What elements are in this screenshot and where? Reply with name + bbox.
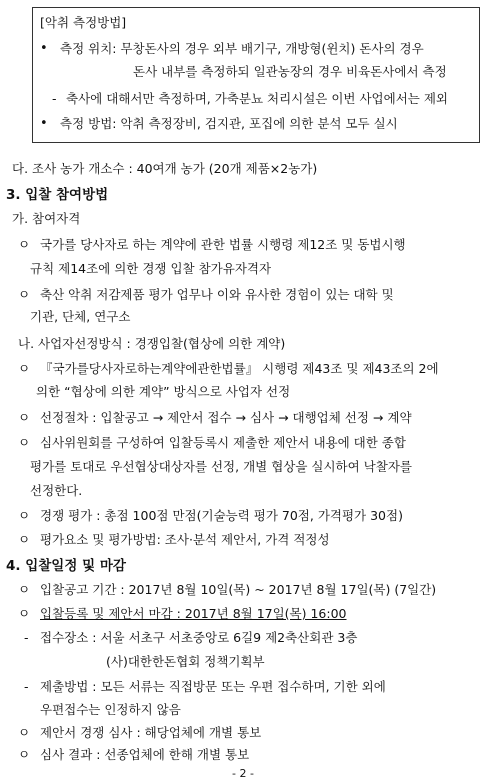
section-4-title: 4. 입찰일정 및 마감 xyxy=(6,558,126,574)
box-title: [악취 측정방법] xyxy=(40,15,127,30)
dash-icon: - xyxy=(24,679,29,694)
list-item-line: 제안서 경쟁 심사 : 해당업체에 개별 통보 xyxy=(40,725,262,740)
dash-icon: - xyxy=(24,630,29,645)
list-item-line: (사)대한한돈협회 정책기획부 xyxy=(106,654,265,669)
circle-bullet-icon: ㅇ xyxy=(18,237,31,252)
section-3-title: 3. 입찰 참여방법 xyxy=(6,187,109,203)
list-item-line: 우편접수는 인정하지 않음 xyxy=(40,702,181,717)
box-item-line: 측정 위치: 무창돈사의 경우 외부 배기구, 개방형(윈치) 돈사의 경우 xyxy=(60,41,424,56)
circle-bullet-icon: ㅇ xyxy=(18,287,31,302)
list-item-line: 기관, 단체, 연구소 xyxy=(30,309,131,324)
section-da: 다. 조사 농가 개소수 : 40여개 농가 (20개 제품×2농가) xyxy=(12,161,318,176)
bullet-icon: • xyxy=(40,41,48,56)
box-item-line: 축사에 대해서만 측정하며, 가축분뇨 처리시설은 이번 사업에서는 제외 xyxy=(66,91,448,106)
circle-bullet-icon: ㅇ xyxy=(18,532,31,547)
circle-bullet-icon: ㅇ xyxy=(18,606,31,621)
subsection-ga: 가. 참여자격 xyxy=(12,211,81,226)
list-item-line: 평가요소 및 평가방법: 조사·분석 제안서, 가격 적정성 xyxy=(40,532,330,547)
circle-bullet-icon: ㅇ xyxy=(18,582,31,597)
circle-bullet-icon: ㅇ xyxy=(18,508,31,523)
list-item-line: 선정한다. xyxy=(30,483,83,498)
page-number: - 2 - xyxy=(232,767,254,780)
dash-icon: - xyxy=(52,91,57,106)
list-item-line: 제출방법 : 모든 서류는 직접방문 또는 우편 접수하며, 기한 외에 xyxy=(40,679,386,694)
box-item-line: 측정 방법: 악취 측정장비, 검지관, 포집에 의한 분석 모두 실시 xyxy=(60,116,398,131)
deadline-line: 입찰등록 및 제안서 마감 : 2017년 8월 17일(목) 16:00 xyxy=(40,606,347,621)
bullet-icon: • xyxy=(40,116,48,131)
list-item-line: 의한 “협상에 의한 계약” 방식으로 사업자 선정 xyxy=(36,384,291,399)
circle-bullet-icon: ㅇ xyxy=(18,747,31,762)
subsection-na: 나. 사업자선정방식 : 경쟁입찰(협상에 의한 계약) xyxy=(18,336,286,351)
circle-bullet-icon: ㅇ xyxy=(18,435,31,450)
list-item-line: 입찰공고 기간 : 2017년 8월 10일(목) ~ 2017년 8월 17일(목) (7일간) xyxy=(40,582,437,597)
circle-bullet-icon: ㅇ xyxy=(18,361,31,376)
list-item-line: 『국가를당사자로하는계약에관한법률』 시행령 제43조 및 제43조의 2에 xyxy=(40,361,439,376)
list-item-line: 국가를 당사자로 하는 계약에 관한 법률 시행령 제12조 및 동법시행 xyxy=(40,237,406,252)
box-item-line: 돈사 내부를 측정하되 일관농장의 경우 비육돈사에서 측정 xyxy=(133,64,447,79)
list-item-line: 경쟁 평가 : 총점 100점 만점(기술능력 평가 70점, 가격평가 30점) xyxy=(40,508,403,523)
list-item-line: 심사위원회를 구성하여 입찰등록시 제출한 제안서 내용에 대한 종합 xyxy=(40,435,406,450)
circle-bullet-icon: ㅇ xyxy=(18,725,31,740)
circle-bullet-icon: ㅇ xyxy=(18,410,31,425)
list-item-line: 규칙 제14조에 의한 경쟁 입찰 참가유자격자 xyxy=(30,261,272,276)
list-item-line: 접수장소 : 서울 서초구 서초중앙로 6길9 제2축산회관 3층 xyxy=(40,630,358,645)
list-item-line: 선정절차 : 입찰공고 → 제안서 접수 → 심사 → 대행업체 선정 → 계약 xyxy=(40,410,412,425)
list-item-line: 평가를 토대로 우선협상대상자를 선정, 개별 협상을 실시하여 낙찰자를 xyxy=(30,459,412,474)
list-item-line: 심사 결과 : 선종업체에 한해 개별 통보 xyxy=(40,747,250,762)
list-item-line: 축산 악취 저감제품 평가 업무나 이와 유사한 경험이 있는 대학 및 xyxy=(40,287,394,302)
